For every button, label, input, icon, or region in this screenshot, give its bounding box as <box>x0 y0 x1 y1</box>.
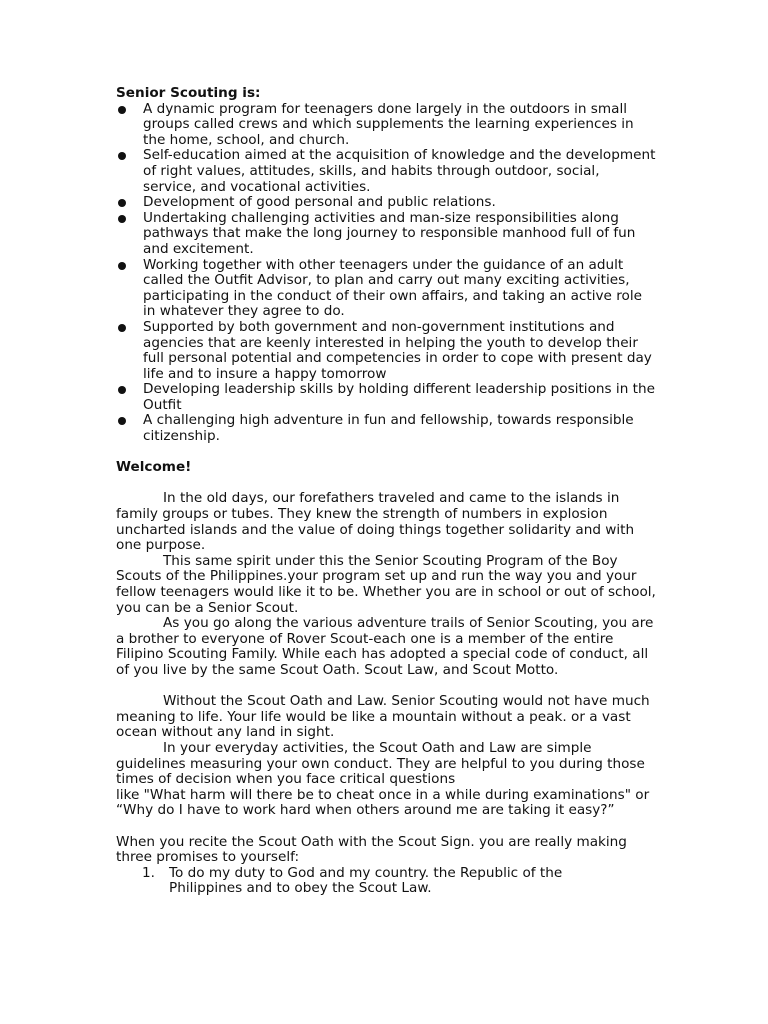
paragraph: In your everyday activities, the Scout Oath and Law are simple guidelines measuring your own conduct. They are helpful to you during those times of decision when you face critical questions <box>116 739 645 788</box>
list-item: Supported by both government and non-government institutions and agencies that are keenly interested in helping the youth to develop their full personal potential and competencies in order to cope with present day life and to insure a happy tomorrow <box>116 320 656 382</box>
paragraph: This same spirit under this the Senior Scouting Program of the Boy Scouts of the Philippines.your program set up and run the way you and your fellow teenagers would like it to be. Whether you are in school or out of school, you can be a Senior Scout. <box>116 552 656 616</box>
welcome-heading: Welcome! <box>116 459 192 476</box>
bullet-icon <box>118 324 126 332</box>
senior-scouting-list <box>116 102 656 445</box>
list-item: Development of good personal and public relations. <box>116 195 656 211</box>
paragraph: As you go along the various adventure trails of Senior Scouting, you are a brother to everyone of Rover Scout-each one is a member of the entire Filipino Scouting Family. While each has adopted a special code of conduct, all of you live by the same Scout Oath. Scout Law, and Scout Motto. <box>116 615 654 678</box>
list-item: Undertaking challenging activities and man-size responsibilities along pathways that make the long journey to responsible manhood full of fun and excitement. <box>116 211 656 258</box>
paragraph: Without the Scout Oath and Law. Senior Scouting would not have much meaning to life. Your life would be like a mountain without a peak. or a vast ocean without any land in sight. <box>116 693 650 741</box>
paragraph: like "What harm will there be to cheat once in a while during examinations" or “Why do I have to work hard when others around me are taking it easy?” <box>116 786 650 819</box>
list-item: A dynamic program for teenagers done largely in the outdoors in small groups called crews and which supplements the learning experiences in the home, school, and church. <box>116 102 656 149</box>
bullet-icon <box>118 417 126 425</box>
paragraph: In the old days, our forefathers traveled and came to the islands in family groups or tubes. They knew the strength of numbers in explosion uncharted islands and the value of doing things together solidarity and with one purpose. <box>116 490 635 554</box>
paragraph: When you recite the Scout Oath with the Scout Sign. you are really making three promises to yourself: <box>116 833 627 866</box>
bullet-icon <box>118 386 126 394</box>
list-item: Developing leadership skills by holding different leadership positions in the Outfit <box>116 382 656 413</box>
document-body <box>116 86 656 897</box>
bullet-icon <box>118 215 126 223</box>
bullet-icon <box>118 199 126 207</box>
promises-list <box>116 866 656 897</box>
bullet-icon <box>118 262 126 270</box>
bullet-icon <box>118 106 126 114</box>
list-item: 1. To do my duty to God and my country. the Republic of the Philippines and to obey the Scout Law. <box>142 864 563 897</box>
list-item: Working together with other teenagers under the guidance of an adult called the Outfit Advisor, to plan and carry out many exciting activities, participating in the conduct of their own affairs, and taking an active role in whatever they agree to do. <box>116 258 656 320</box>
list-item: A challenging high adventure in fun and fellowship, towards responsible citizenship. <box>116 413 656 444</box>
senior-scouting-heading: Senior Scouting is: <box>116 85 261 101</box>
bullet-icon <box>118 152 126 160</box>
list-item: Self-education aimed at the acquisition of knowledge and the development of right values, attitudes, skills, and habits through outdoor, social, service, and vocational activities. <box>116 148 656 195</box>
